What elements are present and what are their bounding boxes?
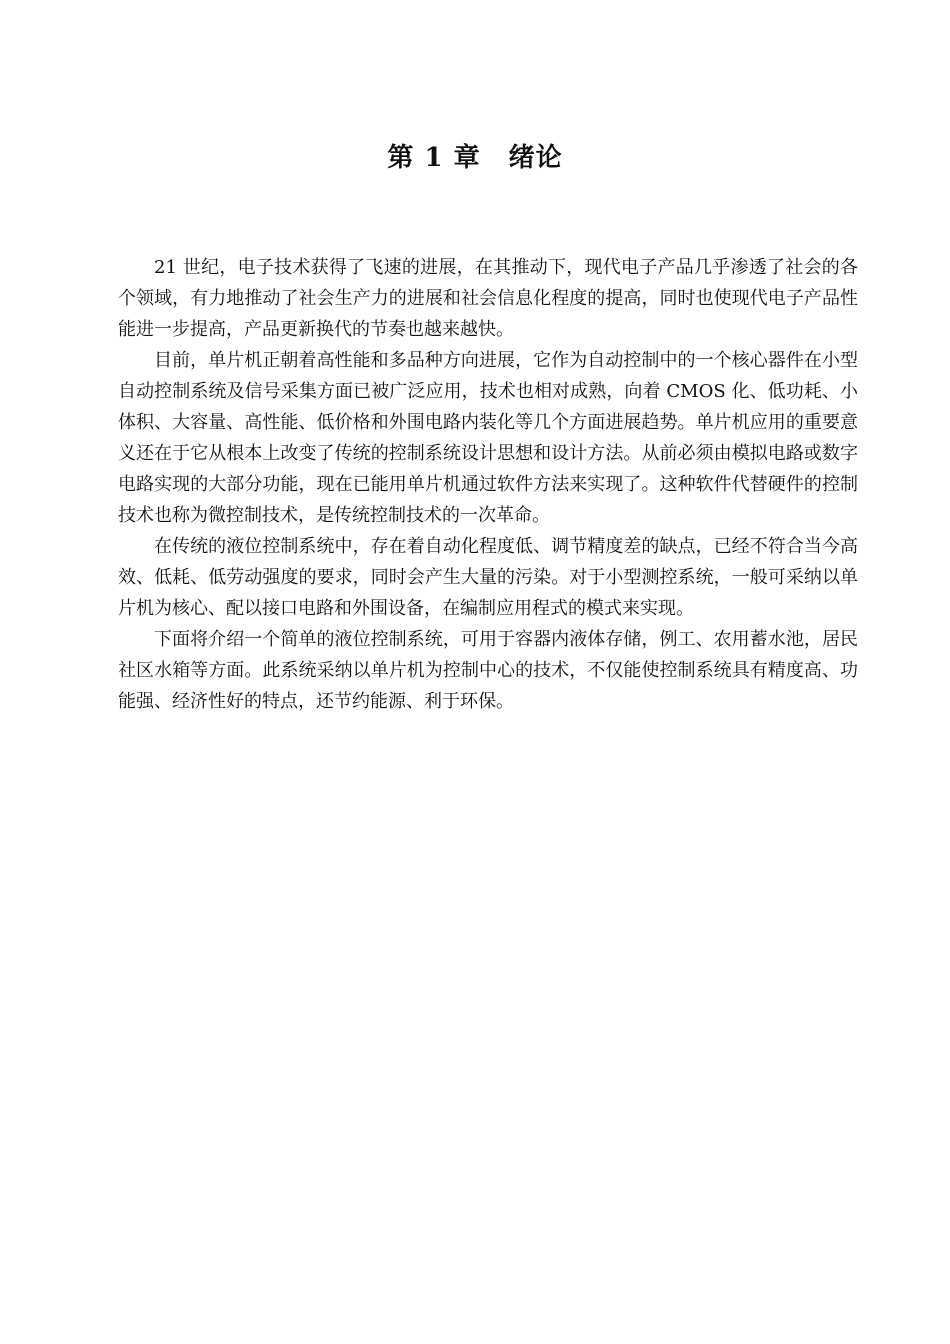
paragraph-2: 目前，单片机正朝着高性能和多品种方向进展，它作为自动控制中的一个核心器件在小型自动控制系统及信号采集方面已被广泛应用，技术也相对成熟，向着 CMOS 化、低功耗、小体积、大容量、高性能、低价格和外围电路内装化等几个方面进展趋势。单片机应用的重要意义还在于它从根本上改变了传统的控制系统设计思想和设计方法。从前必须由模拟电路或数字电路实现的大部分功能，现在已能用单片机通过软件方法来实现了。这种软件代替硬件的控制技术也称为微控制技术，是传统控制技术的一次革命。 bbox=[118, 350, 858, 526]
paragraph-4: 下面将介绍一个简单的液位控制系统，可用于容器内液体存储，例工、农用蓄水池，居民社区水箱等方面。此系统采纳以单片机为控制中心的技术，不仅能使控制系统具有精度高、功能强、经济性好的特点，还节约能源、利于环保。 bbox=[118, 629, 858, 712]
paragraph-3: 在传统的液位控制系统中，存在着自动化程度低、调节精度差的缺点，已经不符合当今高效、低耗、低劳动强度的要求，同时会产生大量的污染。对于小型测控系统，一般可采纳以单片机为核心、配以接口电路和外围设备，在编制应用程式的模式来实现。 bbox=[118, 536, 858, 619]
chapter-heading bbox=[0, 138, 950, 178]
paragraph-1: 21 世纪，电子技术获得了飞速的进展，在其推动下，现代电子产品几乎渗透了社会的各个领域，有力地推动了社会生产力的进展和社会信息化程度的提高，同时也使现代电子产品性能进一步提高，产品更新换代的节奏也越来越快。 bbox=[118, 257, 858, 340]
chapter-number: 第 1 章 bbox=[387, 143, 481, 173]
chapter-title: 绪论 bbox=[508, 143, 563, 173]
chapter-body bbox=[118, 252, 858, 717]
